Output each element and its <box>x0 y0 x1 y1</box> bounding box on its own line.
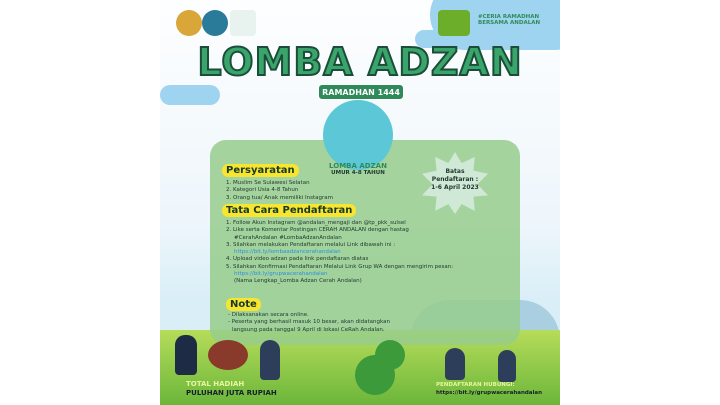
kemenag-logo <box>202 10 228 36</box>
deadline-text <box>422 168 488 192</box>
list-item: 2. Like serta Komentar Postingan CERAH ANDALAN dengan hastag <box>226 227 409 234</box>
list-item: - Peserta yang berhasil masuk 10 besar, akan didatangkan <box>228 319 390 326</box>
registration-list <box>226 220 453 286</box>
list-item: 1. Muslim Se Sulawesi Selatan <box>226 180 310 186</box>
deadline-line: 1-6 April 2023 <box>431 184 479 191</box>
note-heading: Note <box>226 298 261 311</box>
sulsel-emblem-logo <box>176 10 202 36</box>
child-illustration <box>445 348 465 380</box>
cerah-andalan-logo <box>438 10 470 36</box>
list-item: 1. Follow Akun Instagram @andalan_mengaji dan @tp_pkk_sulsel <box>226 220 406 226</box>
contact-link[interactable]: https://bit.ly/grupwacerahandalan <box>436 390 543 396</box>
prize-amount: PULUHAN JUTA RUPIAH <box>186 389 277 397</box>
list-item: 2. Kategori Usia 4-8 Tahun <box>226 187 299 194</box>
deadline-line: Pendaftaran : <box>431 176 479 183</box>
child-illustration <box>260 340 280 380</box>
child-illustration <box>175 335 197 375</box>
requirements-list <box>226 180 333 202</box>
requirements-heading: Persyaratan <box>222 164 299 177</box>
page-title: LOMBA ADZAN <box>197 40 523 84</box>
prize-label: TOTAL HADIAH <box>186 380 245 388</box>
contact-label: PENDAFTARAN HUBUNGI: <box>436 382 515 388</box>
list-item: (Nama Lengkap_Lomba Adzan Cerah Andalan) <box>234 278 362 285</box>
bush <box>375 340 405 370</box>
note-list <box>228 312 390 334</box>
subtitle-badge: RAMADHAN 1444 <box>318 84 404 100</box>
list-item: 4. Upload video adzan pada link pendaftaran diatas <box>226 256 369 263</box>
registration-link[interactable]: https://bit.ly/lombaadzancerahandalan <box>234 249 341 256</box>
list-item: #CerahAndalan #LombaAdzanAndalan <box>234 234 342 241</box>
list-item: 3. Orang tua/ Anak memiliki Instagram <box>226 194 333 201</box>
drum-illustration <box>208 340 248 370</box>
list-item: - Dilaksanakan secara online. <box>228 312 309 318</box>
list-item: 3. Silahkan melakukan Pendaftaran melalui Link dibawah ini : <box>226 241 396 248</box>
registration-heading: Tata Cara Pendaftaran <box>222 204 356 217</box>
child-illustration <box>498 350 516 382</box>
mascot-circle <box>323 100 393 170</box>
mengaji-logo <box>230 10 256 36</box>
group-link[interactable]: https://bit.ly/grupwacerahandalan <box>234 271 328 278</box>
mascot-title: LOMBA ADZAN <box>329 162 387 170</box>
poster <box>160 0 560 405</box>
hashtag: #CERIA RAMADHAN BERSAMA ANDALAN <box>478 14 541 26</box>
deadline-line: Batas <box>445 168 465 175</box>
cloud <box>160 85 220 105</box>
list-item: langsung pada tanggal 9 April di lokasi CeRah Andalan. <box>232 326 385 333</box>
list-item: 5. Silahkan Konfirmasi Pendaftaran Melalui Link Grup WA dengan mengirim pesan: <box>226 263 454 270</box>
mascot-age: UMUR 4-8 TAHUN <box>331 170 385 176</box>
